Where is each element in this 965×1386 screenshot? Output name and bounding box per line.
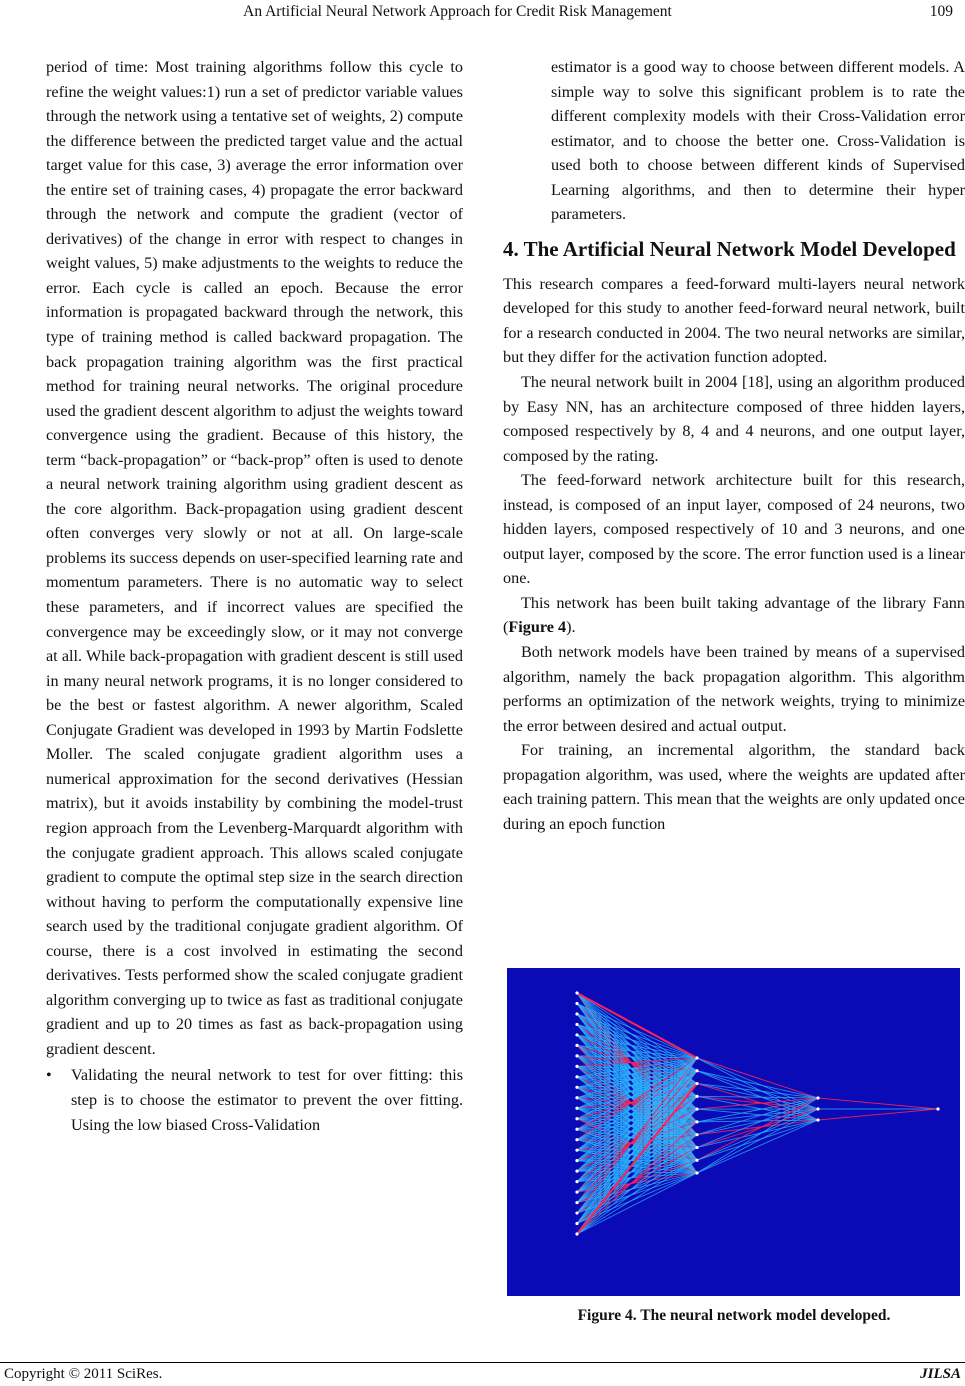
bullet-continuation: estimator is a good way to choose between different models. A simple way to solve this significant problem is to rate the different complexity models with their Cross-Validation error estimator, and to choose the better one. Cross-Validation is used both to choose between different kinds of Supervised Learning algorithms, and then to determine their hyper parameters.	[551, 58, 965, 224]
neuron-node-layer-1	[695, 1171, 698, 1174]
neuron-node-layer-1	[695, 1082, 698, 1085]
figure-reference[interactable]: Figure 4	[508, 618, 567, 637]
paragraph-incremental: For training, an incremental algorithm, the standard back propagation algorithm, was used, where the weights are updated after each training pattern. This mean that the weights are only updated once during an epoch function	[503, 741, 965, 833]
paragraph-fann	[503, 591, 965, 640]
bullet-text: Validating the neural network to test for over fitting: this step is to choose the estimator to prevent the over fitting. Using the low biased Cross-Validation	[71, 1066, 463, 1134]
connection-line	[697, 1120, 818, 1147]
left-column	[46, 55, 463, 1137]
neuron-node-layer-0	[575, 1149, 578, 1152]
journal-name: JILSA	[920, 1366, 961, 1382]
neuron-node-layer-3	[936, 1107, 939, 1110]
neuron-node-layer-1	[695, 1108, 698, 1111]
bullet-icon: •	[46, 1066, 52, 1085]
neural-network-figure	[507, 968, 960, 1296]
figure-caption: Figure 4. The neural network model developed.	[577, 1307, 891, 1324]
neuron-node-layer-0	[575, 1201, 578, 1204]
neuron-node-layer-0	[575, 1190, 578, 1193]
page-number: 109	[929, 3, 953, 20]
neuron-node-layer-0	[575, 1033, 578, 1036]
running-title: An Artificial Neural Network Approach for Credit Risk Management	[243, 3, 672, 20]
neuron-node-layer-0	[575, 1128, 578, 1131]
neuron-node-layer-2	[816, 1107, 819, 1110]
neuron-node-layer-0	[575, 1002, 578, 1005]
neuron-node-layer-1	[695, 1095, 698, 1098]
neuron-node-layer-2	[816, 1096, 819, 1099]
neuron-node-layer-0	[575, 1170, 578, 1173]
left-paragraph: period of time: Most training algorithms follow this cycle to refine the weight values:1) run a set of predictor variable values through the network using a tentative set of weights, 2) compute the difference between the predicted target value and the actual target value for this case, 3) average the error information over the entire set of training cases, 4) propagate the error backward through the network and compute the gradient (vector of derivatives) of the change in error with respect to changes in weight values, 5) make adjustments to the weights to reduce the error. Each cycle is called an epoch. Because the error information is propagated backward through the network, this type of training method is called backward propagation. The back propagation training algorithm was the first practical method for training neural networks. The original procedure used the gradient descent algorithm to adjust the weights toward convergence using the gradient. Because of this history, the term “back-propagation” or “back-prop” often is used to denote a neural network training algorithm using gradient descent as the core algorithm. Back-propagation using gradient descent often converges very slowly or not at all. On large-scale problems its success depends on user-specified learning rate and momentum parameters. There is no automatic way to select these parameters, and if incorrect values are specified the convergence may be exceedingly slow, or it may not converge at all. While back-propagation with gradient descent is still used in many neural network programs, it is no longer considered to be the best or fastest algorithm. A newer algorithm, Scaled Conjugate Gradient was developed in 1993 by Martin Fodslette Moller. The scaled conjugate gradient algorithm uses a numerical approximation for the second derivatives (Hessian matrix), but it avoids instability by combining the model-trust region approach from the Levenberg-Marquardt algorithm with the conjugate gradient approach. This allows scaled conjugate gradient to compute the optimal step size in the search direction without having to perform the computationally expensive line search used by the traditional conjugate gradient algorithm. Of course, there is a cost involved in estimating the second derivatives. Tests performed show the scaled conjugate gradient algorithm converging up to twice as fast as traditional conjugate gradient and up to 20 times as fast as back-propagation using gradient descent.	[46, 58, 463, 1058]
neuron-node-layer-1	[695, 1120, 698, 1123]
neuron-node-layer-0	[575, 1044, 578, 1047]
neuron-node-layer-0	[575, 1222, 578, 1225]
neuron-node-layer-0	[575, 1138, 578, 1141]
paragraph-training: Both network models have been trained by means of a supervised algorithm, namely the back propagation algorithm. This algorithm performs an optimization of the network weights, trying to minimize the error between desired and actual output.	[503, 643, 965, 735]
neuron-node-layer-0	[575, 1096, 578, 1099]
neuron-node-layer-0	[575, 1075, 578, 1078]
connection-line	[818, 1109, 938, 1120]
fann-text-after: ).	[566, 618, 576, 637]
neuron-node-layer-0	[575, 1023, 578, 1026]
neuron-node-layer-2	[816, 1118, 819, 1121]
neuron-node-layer-0	[575, 1065, 578, 1068]
neuron-node-layer-1	[695, 1146, 698, 1149]
neuron-node-layer-0	[575, 1211, 578, 1214]
neuron-node-layer-0	[575, 1159, 578, 1162]
neuron-node-layer-0	[575, 1012, 578, 1015]
neuron-node-layer-1	[695, 1133, 698, 1136]
connection-line	[697, 1071, 818, 1098]
neuron-node-layer-1	[695, 1069, 698, 1072]
paragraph-2004-network: The neural network built in 2004 [18], using an algorithm produced by Easy NN, has an architecture composed of three hidden layers, composed respectively by 8, 4 and 4 neurons, and one output layer, composed by the rating.	[503, 373, 965, 465]
fann-text-before: This network has been built taking advantage of the library Fann (	[503, 593, 965, 637]
copyright: Copyright © 2011 SciRes.	[4, 1366, 163, 1382]
paragraph-architecture: The feed-forward network architecture built for this research, instead, is composed of an input layer, composed of 24 neurons, two hidden layers, composed respectively of 10 and 3 neurons, and one output layer, composed by the score. The error function used is a linear one.	[503, 471, 965, 588]
page-header	[0, 0, 965, 40]
bullet-item-validation	[46, 1063, 463, 1137]
neuron-node-layer-0	[575, 1180, 578, 1183]
neuron-node-layer-0	[575, 1054, 578, 1057]
paragraph-compare: This research compares a feed-forward multi-layers neural network developed for this study to another feed-forward neural network, built for a research conducted in 2004. The two neural networks are similar, but they differ for the activation function adopted.	[503, 274, 965, 367]
connection-line	[818, 1098, 938, 1109]
neuron-node-layer-1	[695, 1159, 698, 1162]
footer-rule	[0, 1362, 965, 1363]
right-column	[503, 55, 965, 836]
neuron-node-layer-0	[575, 1232, 578, 1235]
neuron-node-layer-0	[575, 1086, 578, 1089]
connection-lines	[577, 993, 938, 1234]
neuron-node-layer-0	[575, 1107, 578, 1110]
neuron-node-layer-0	[575, 1117, 578, 1120]
neural-network-diagram	[507, 968, 960, 1296]
neuron-node-layer-0	[575, 991, 578, 994]
neuron-node-layer-1	[695, 1056, 698, 1059]
section-heading: 4. The Artificial Neural Network Model Developed	[503, 236, 956, 261]
